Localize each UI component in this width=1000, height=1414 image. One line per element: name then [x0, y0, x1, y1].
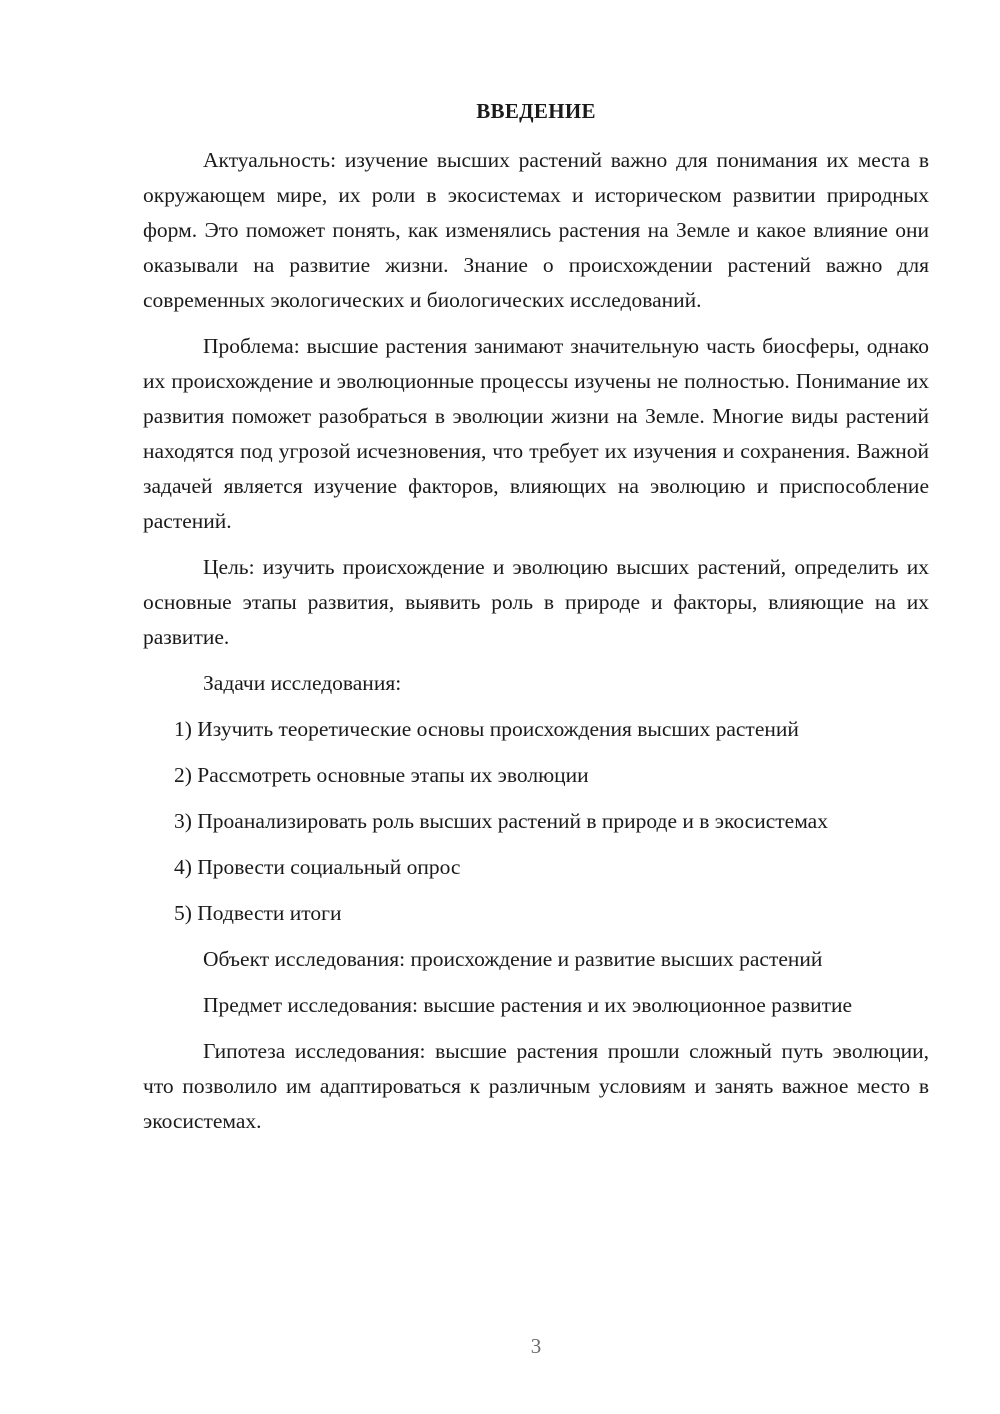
page-number: 3	[530, 1334, 542, 1358]
paragraph-hypothesis: Гипотеза исследования: высшие растения прошли сложный путь эволюции, что позволило им адаптироваться к различным условиям и занять важное место в экосистемах.	[143, 1039, 929, 1133]
page-title: ВВЕДЕНИЕ	[476, 99, 596, 123]
task-item: 1) Изучить теоретические основы происхождения высших растений	[174, 717, 799, 741]
document-body	[143, 143, 929, 1150]
task-item: 2) Рассмотреть основные этапы их эволюции	[174, 763, 589, 787]
task-item: 5) Подвести итоги	[174, 901, 342, 925]
paragraph-relevance: Актуальность: изучение высших растений важно для понимания их места в окружающем мире, их роли в экосистемах и историческом развитии природных форм. Это поможет понять, как изменялись растения на Земле и какое влияние они оказывали на развитие жизни. Знание о происхождении растений важно для современных экологических и биологических исследований.	[143, 148, 929, 312]
paragraph-goal: Цель: изучить происхождение и эволюцию высших растений, определить их основные этапы развития, выявить роль в природе и факторы, влияющие на их развитие.	[143, 555, 929, 649]
paragraph-problem: Проблема: высшие растения занимают значительную часть биосферы, однако их происхождение и эволюционные процессы изучены не полностью. Понимание их развития поможет разобраться в эволюции жизни на Земле. Многие виды растений находятся под угрозой исчезновения, что требует их изучения и сохранения. Важной задачей является изучение факторов, влияющих на эволюцию и приспособление растений.	[143, 334, 929, 533]
paragraph-subject: Предмет исследования: высшие растения и их эволюционное развитие	[203, 993, 853, 1017]
tasks-heading: Задачи исследования:	[203, 671, 402, 695]
task-item: 3) Проанализировать роль высших растений в природе и в экосистемах	[174, 809, 828, 833]
task-item: 4) Провести социальный опрос	[174, 855, 461, 879]
paragraph-object: Объект исследования: происхождение и развитие высших растений	[203, 947, 823, 971]
